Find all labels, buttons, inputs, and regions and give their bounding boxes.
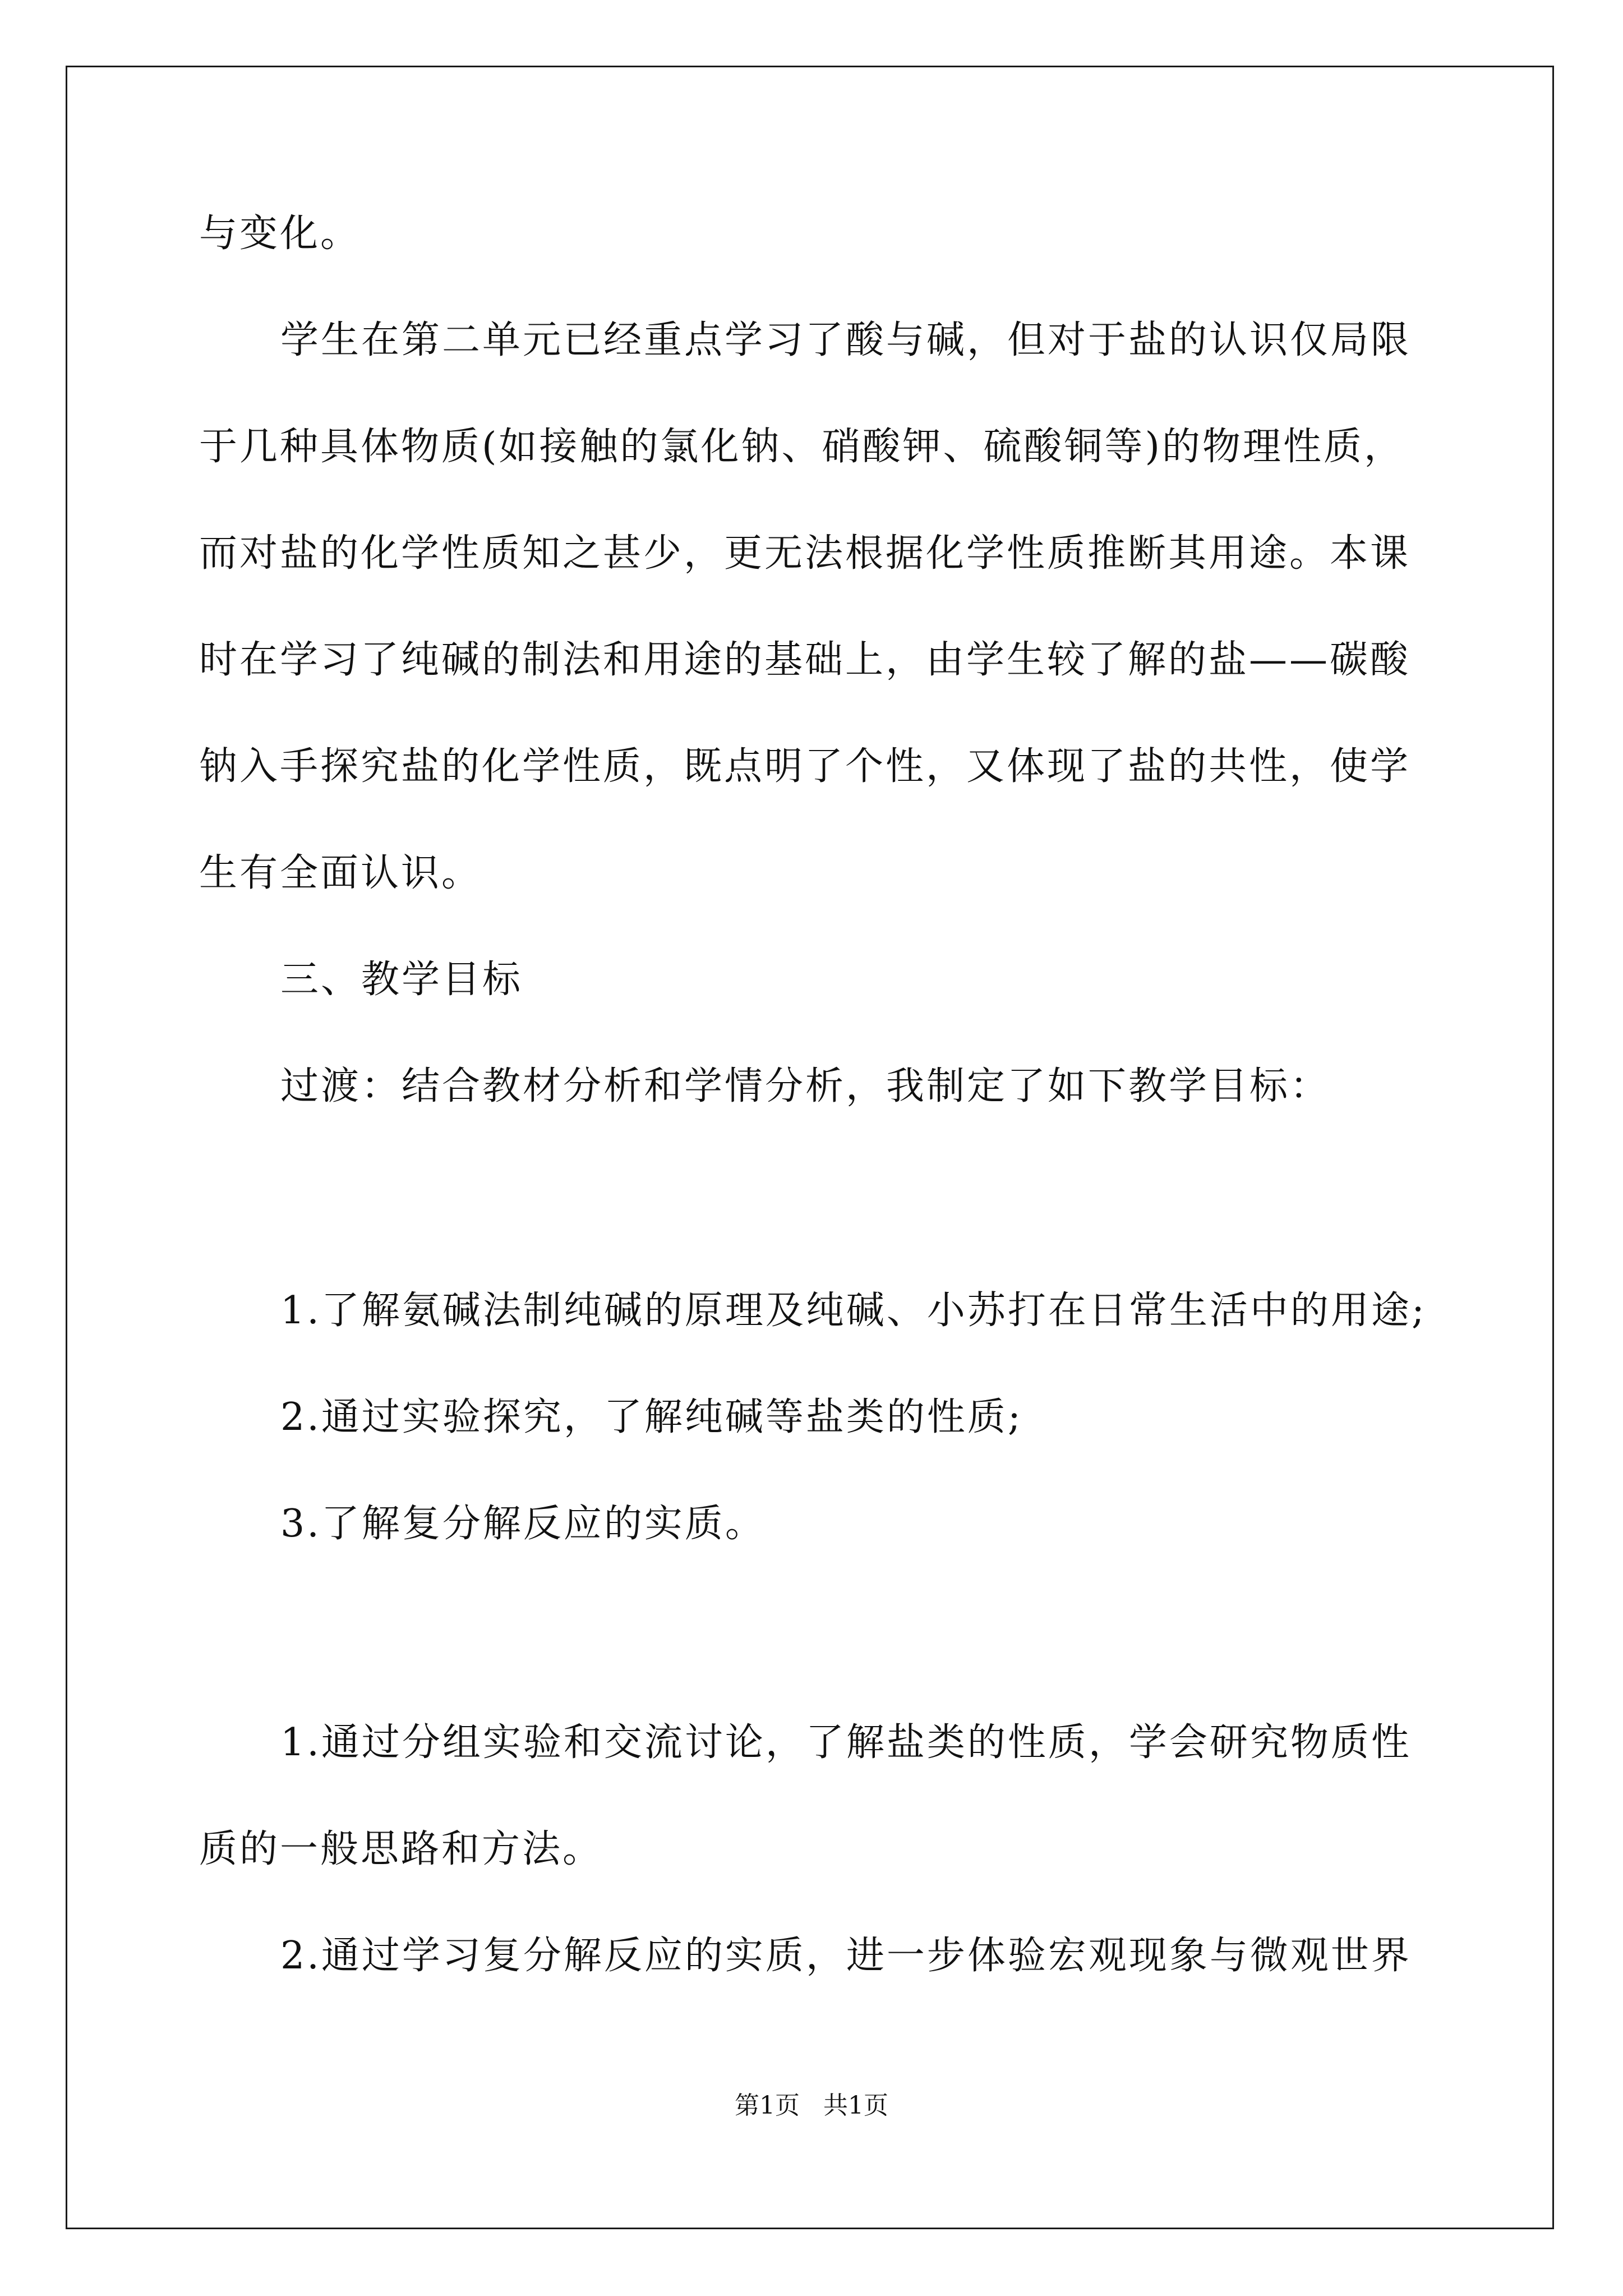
page-border xyxy=(66,66,1554,2229)
text-line: 生有全面认识。 xyxy=(199,851,482,895)
text-line: 时在学习了纯碱的制法和用途的基础上，由学生较了解的盐——碳酸 xyxy=(199,638,1411,682)
text-line: 质的一般思路和方法。 xyxy=(199,1827,603,1871)
list-item: 3.了解复分解反应的实质。 xyxy=(280,1502,766,1546)
text-line: 而对盐的化学性质知之甚少，更无法根据化学性质推断其用途。本课 xyxy=(199,531,1411,576)
section-heading: 三、教学目标 xyxy=(280,958,523,1002)
text-line: 与变化。 xyxy=(199,211,361,256)
text-line: 钠入手探究盐的化学性质，既点明了个性，又体现了盐的共性，使学 xyxy=(199,744,1411,789)
list-item: 2.通过实验探究，了解纯碱等盐类的性质; xyxy=(280,1395,1023,1439)
list-item: 1.通过分组实验和交流讨论，了解盐类的性质，学会研究物质性 xyxy=(280,1720,1412,1765)
list-item: 2.通过学习复分解反应的实质，进一步体验宏观现象与微观世界 xyxy=(280,1934,1412,1978)
text-line: 于几种具体物质(如接触的氯化钠、硝酸钾、硫酸铜等)的物理性质， xyxy=(199,425,1405,469)
text-line: 学生在第二单元已经重点学习了酸与碱，但对于盐的认识仅局限 xyxy=(280,318,1412,362)
list-item: 1.了解氨碱法制纯碱的原理及纯碱、小苏打在日常生活中的用途; xyxy=(280,1289,1427,1333)
page-footer: 第1页 共1页 xyxy=(735,2091,888,2120)
text-line: 过渡：结合教材分析和学情分析，我制定了如下教学目标： xyxy=(280,1064,1331,1108)
